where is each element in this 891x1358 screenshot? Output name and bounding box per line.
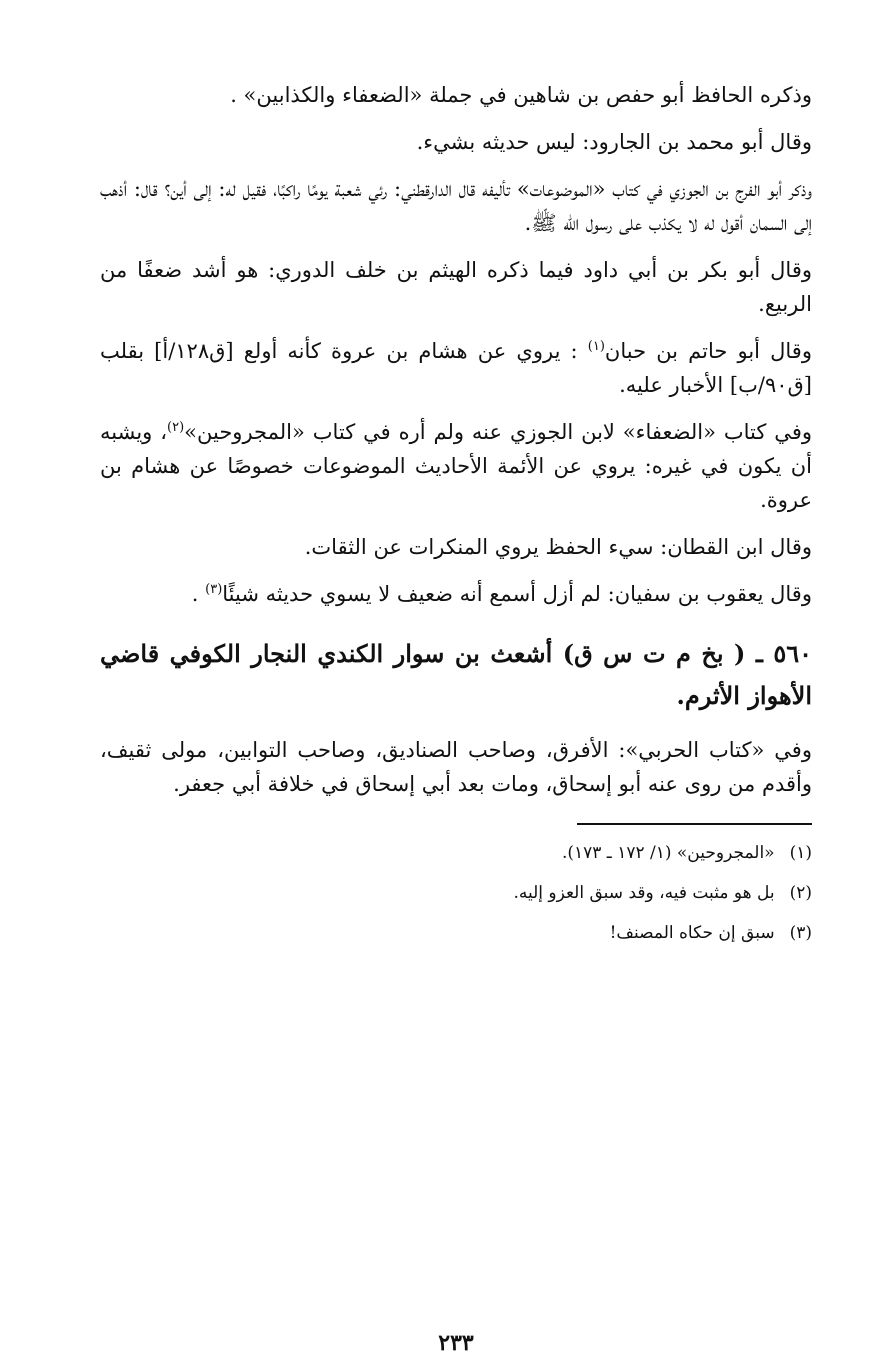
footnote-1-number: (١) xyxy=(789,843,812,863)
paragraph-yaqub-lead: وقال يعقوب بن سفيان: لم أزل أسمع أنه ضعيف لا يسوي حديثه شيئًا xyxy=(222,582,812,606)
paragraph-kitab-harbi: وفي «كتاب الحربي»: الأفرق، وصاحب الصناديق، وصاحب التوابين، مولى ثقيف، وأقدم من روى عنه أبو إسحاق، ومات بعد أبي إسحاق في خلافة أبي جعفر. xyxy=(100,738,812,796)
footnote-ref-1: (١) xyxy=(587,339,605,354)
paragraph-yaqub-end: . xyxy=(191,582,199,606)
footnote-divider xyxy=(577,823,812,825)
paragraph-kitab-duafa-rest: ، ويشبه أن يكون في غيره: يروي عن الأئمة الأحاديث الموضوعات خصوصًا عن هشام بن عروة. xyxy=(100,420,812,512)
footnote-2 xyxy=(100,879,812,907)
page-number: ٢٣٣ xyxy=(438,1330,474,1356)
footnote-3-number: (٣) xyxy=(789,923,812,943)
paragraph-ibn-hibban-rest: : يروي عن هشام بن عروة كأنه أولع [ق١٢٨/أ] بقلب [ق٩٠/ب] الأخبار عليه. xyxy=(100,339,812,397)
footnote-3 xyxy=(100,919,812,947)
paragraph-ibn-shahin: وذكره الحافظ أبو حفص بن شاهين في جملة «الضعفاء والكذابين» . xyxy=(230,83,812,107)
paragraph-ibn-hibban-lead: وقال أبو حاتم بن حبان xyxy=(604,339,812,363)
paragraph-kitab-duafa xyxy=(100,415,812,517)
footnote-3-text: سبق إن حكاه المصنف! xyxy=(609,923,775,943)
footnote-1 xyxy=(100,839,812,867)
entry-heading-560: ٥٦٠ ـ ( بخ م ت س ق) أشعث بن سوار الكندي النجار الكوفي قاضي الأهواز الأثرم. xyxy=(100,639,812,710)
paragraph-ibn-hibban xyxy=(100,334,812,402)
footnote-ref-2: (٢) xyxy=(167,420,185,435)
paragraph-ibn-jawzi-mawduat: وذكر أبو الفرج بن الجوزي في كتاب «الموضوعات» تأليفه قال الدارقطني: رئي شعبة يومًا راكبًا، فقيل له: إلى أين؟ قال: أذهب إلى السمان أقول له لا يكذب على رسول الله ﷺ. xyxy=(100,177,812,235)
footnote-2-text: بل هو مثبت فيه، وقد سبق العزو إليه. xyxy=(513,883,775,903)
book-page xyxy=(100,78,812,1356)
paragraph-yaqub-ibn-sufyan xyxy=(100,577,812,611)
footnote-1-text: «المجروحين» (١/ ١٧٢ ـ ١٧٣). xyxy=(561,843,775,863)
footnote-2-number: (٢) xyxy=(789,883,812,903)
paragraph-ibn-jarud: وقال أبو محمد بن الجارود: ليس حديثه بشيء. xyxy=(416,130,812,154)
paragraph-ibn-qattan: وقال ابن القطان: سيء الحفظ يروي المنكرات عن الثقات. xyxy=(304,535,812,559)
paragraph-abu-bakr-ibn-abi-dawud: وقال أبو بكر بن أبي داود فيما ذكره الهيثم بن خلف الدوري: هو أشد ضعفًا من الربيع. xyxy=(100,258,812,316)
footnote-ref-3: (٣) xyxy=(205,582,223,597)
paragraph-kitab-duafa-lead: وفي كتاب «الضعفاء» لابن الجوزي عنه ولم أره في كتاب «المجروحين» xyxy=(184,420,812,444)
